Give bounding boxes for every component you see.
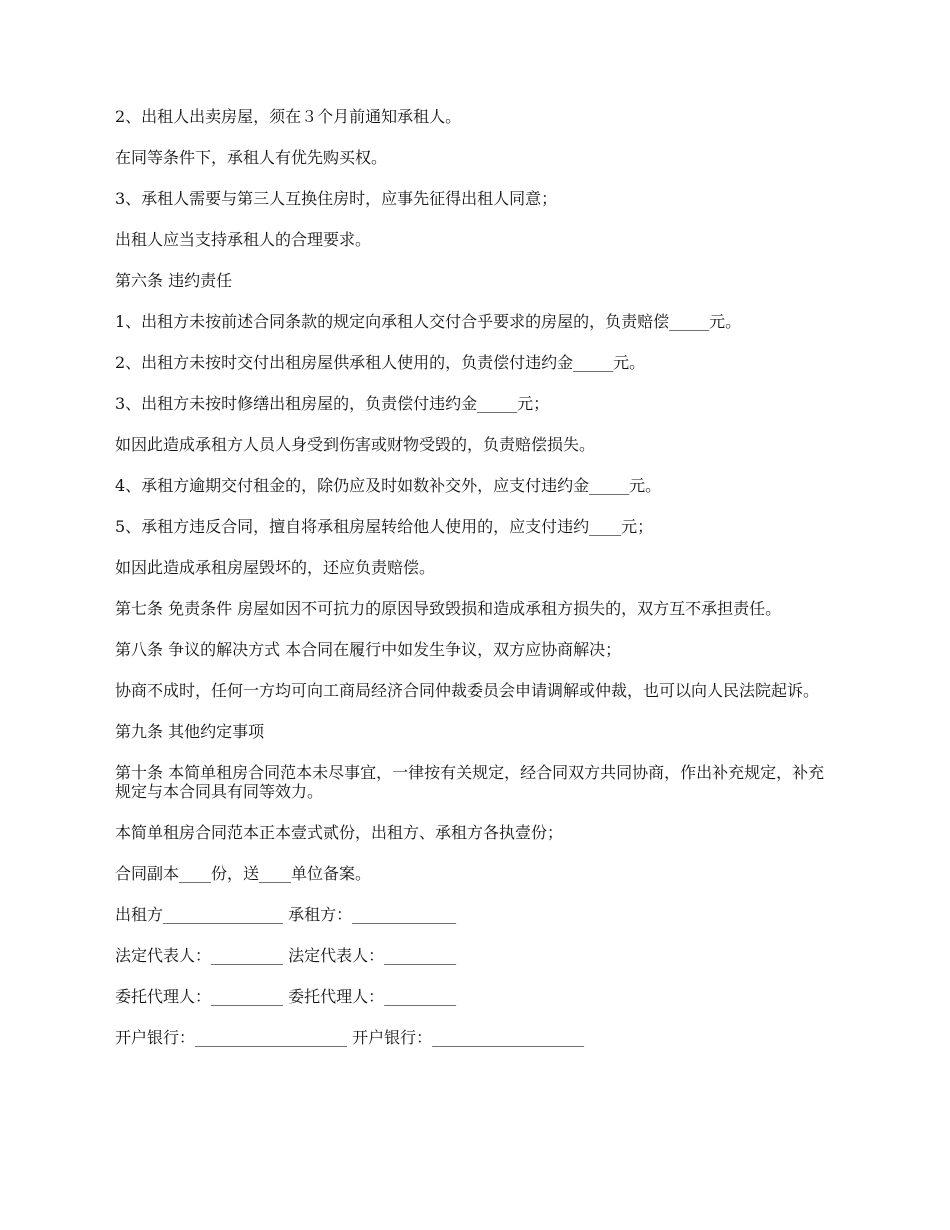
article-9-heading: 第九条 其他约定事项 — [115, 722, 265, 741]
clause-6-4: 4、承租方逾期交付租金的，除仍应及时如数补交外，应支付违约金_____元。 — [115, 476, 662, 495]
clause-5-3-housing-swap: 3、承租人需要与第三人互换住房时，应事先征得出租人同意； — [115, 189, 558, 208]
clause-6-1: 1、出租方未按前述合同条款的规定向承租人交付合乎要求的房屋的，负责赔偿_____元。 — [115, 312, 742, 331]
clause-6-3-injury: 如因此造成承租方人员人身受到伤害或财物受毁的，负责赔偿损失。 — [115, 435, 596, 454]
contract-body — [115, 107, 840, 1069]
clause-6-5: 5、承租方违反合同，擅自将承租房屋转给他人使用的，应支付违约____元； — [115, 517, 654, 536]
article-10: 第十条 本简单租房合同范本未尽事宜，一律按有关规定，经合同双方共同协商，作出补充规定，补充规定与本合同具有同等效力。 — [115, 763, 825, 801]
signature-banks: 开户银行：___________________ 开户银行：___________________ — [115, 1028, 585, 1047]
clause-6-5-damage: 如因此造成承租房屋毁坏的，还应负责赔偿。 — [115, 558, 436, 577]
duplicate-copies: 合同副本____份，送____单位备案。 — [115, 864, 372, 883]
article-8: 第八条 争议的解决方式 本合同在履行中如发生争议，双方应协商解决； — [115, 640, 622, 659]
article-7: 第七条 免责条件 房屋如因不可抗力的原因导致毁损和造成承租方损失的，双方互不承担责任。 — [115, 599, 782, 618]
signature-legal-representatives: 法定代表人：_________ 法定代表人：_________ — [115, 946, 457, 965]
article-6-heading: 第六条 违约责任 — [115, 271, 233, 290]
clause-5-2-priority-purchase: 在同等条件下，承租人有优先购买权。 — [115, 148, 388, 167]
signature-agents: 委托代理人：_________ 委托代理人：_________ — [115, 987, 457, 1006]
clause-6-3: 3、出租方未按时修缮出租房屋的，负责偿付违约金_____元； — [115, 394, 550, 413]
original-copies: 本简单租房合同范本正本壹式贰份，出租方、承租方各执壹份； — [115, 823, 564, 842]
signature-parties: 出租方_______________ 承租方：_____________ — [115, 905, 457, 924]
article-8-arbitration: 协商不成时，任何一方均可向工商局经济合同仲裁委员会申请调解或仲裁，也可以向人民法院起诉。 — [115, 681, 820, 700]
clause-6-2: 2、出租方未按时交付出租房屋供承租人使用的，负责偿付违约金_____元。 — [115, 353, 646, 372]
clause-5-3-support: 出租人应当支持承租人的合理要求。 — [115, 230, 372, 249]
clause-5-2-sale-notice: 2、出租人出卖房屋，须在３个月前通知承租人。 — [115, 107, 462, 126]
